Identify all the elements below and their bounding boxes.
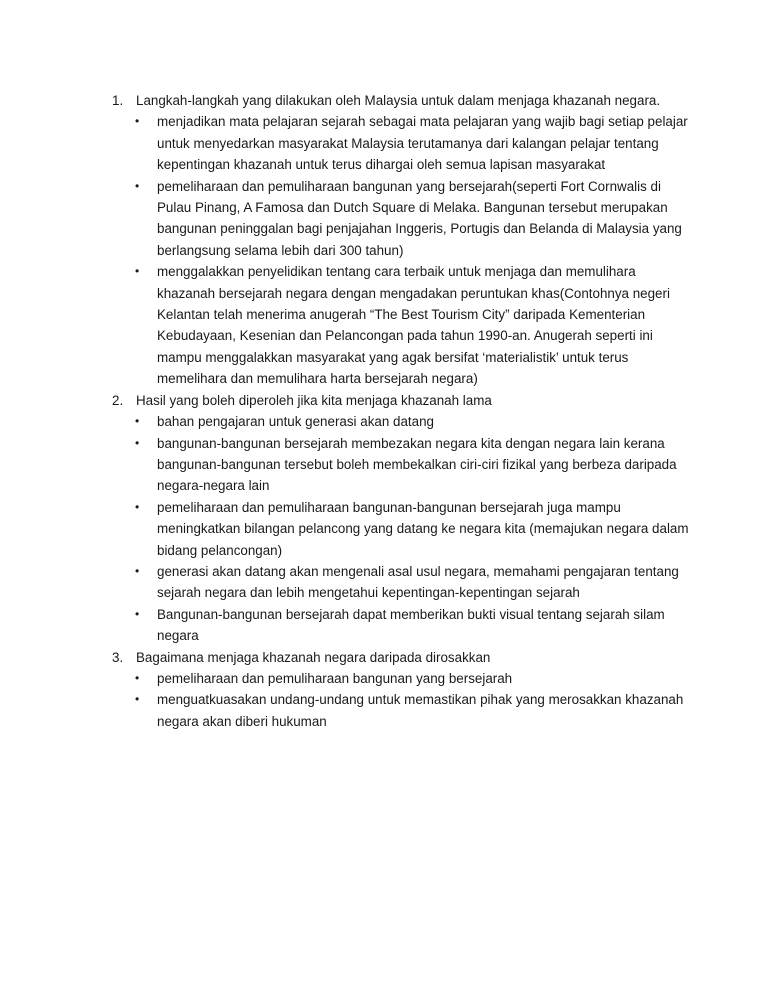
numbered-item-1 [112,90,692,111]
list-item [112,497,692,561]
list-item [112,411,692,432]
bullet-text: generasi akan datang akan mengenali asal usul negara, memahami pengajaran tentang sejarah negara dan lebih mengetahui kepentingan-kepentingan sejarah [157,563,679,601]
list-item [112,261,692,389]
bullet-icon: • [135,435,140,450]
list-item [112,561,692,604]
bullet-text: menjadikan mata pelajaran sejarah sebagai mata pelajaran yang wajib bagi setiap pelajar untuk menyedarkan masyarakat Malaysia terutamanya dari kalangan pelajar tentang kepentingan khazanah untuk terus dihargai oleh semua lapisan masyarakat [157,114,688,173]
bullet-text: bahan pengajaran untuk generasi akan datang [157,414,434,430]
bullet-icon: • [135,692,140,707]
item-heading: Langkah-langkah yang dilakukan oleh Malaysia untuk dalam menjaga khazanah negara. [136,93,661,108]
list-item [112,668,692,689]
bullet-list-3 [112,668,692,732]
bullet-text: pemeliharaan dan pemuliharaan bangunan-bangunan bersejarah juga mampu meningkatkan bilangan pelancong yang datang ke negara kita (memajukan negara dalam bidang pelancongan) [157,499,689,558]
bullet-text: pemeliharaan dan pemuliharaan bangunan yang bersejarah [157,670,513,686]
item-heading: Hasil yang boleh diperoleh jika kita menjaga khazanah lama [136,392,492,408]
bullet-text: bangunan-bangunan bersejarah membezakan negara kita dengan negara lain kerana bangunan-bangunan tersebut boleh membekalkan ciri-ciri fizikal yang berbeza daripada negara-negara lain [157,435,677,494]
bullet-text: menguatkuasakan undang-undang untuk memastikan pihak yang merosakkan khazanah negara akan diberi hukuman [157,692,684,729]
list-item [112,604,692,647]
bullet-text: pemeliharaan dan pemuliharaan bangunan yang bersejarah(seperti Fort Cornwalis di Pulau Pinang, A Famosa dan Dutch Square di Melaka. Bangunan tersebut merupakan bangunan peninggalan bagi penjajahan Inggeris, Portugis dan Belanda di Malaysia yang berlangsung selama lebih dari 300 tahun) [157,178,682,258]
bullet-icon: • [135,499,140,514]
bullet-text: menggalakkan penyelidikan tentang cara terbaik untuk menjaga dan memulihara khazanah bersejarah negara dengan mengadakan peruntukan khas(Contohnya negeri Kelantan telah menerima anugerah “The Best Tourism City” daripada Kementerian Kebudayaan, Kesenian dan Pelancongan pada tahun 1990-an. Anugerah seperti ini mampu menggalakkan masyarakat yang agak bersifat ‘materialistik’ untuk terus memelihara dan memulihara harta bersejarah negara) [157,264,670,387]
item-heading: Bagaimana menjaga khazanah negara daripada dirosakkan [136,649,491,665]
bullet-icon: • [135,178,140,193]
list-item [112,433,692,497]
bullet-icon: • [135,670,140,685]
bullet-icon: • [135,114,140,129]
item-number: 3. [112,649,124,665]
bullet-icon: • [135,606,140,621]
bullet-icon: • [135,563,140,578]
item-number: 1. [112,93,124,108]
bullet-icon: • [135,264,140,279]
bullet-text: Bangunan-bangunan bersejarah dapat memberikan bukti visual tentang sejarah silam negara [157,606,665,644]
numbered-item-2 [112,390,692,411]
list-item [112,111,692,175]
bullet-list-2 [112,411,692,646]
item-number: 2. [112,392,124,408]
bullet-list-1 [112,111,692,389]
list-item [112,176,692,262]
bullet-icon: • [135,414,140,429]
list-item [112,689,692,732]
document-body [112,90,692,732]
numbered-item-3 [112,647,692,668]
